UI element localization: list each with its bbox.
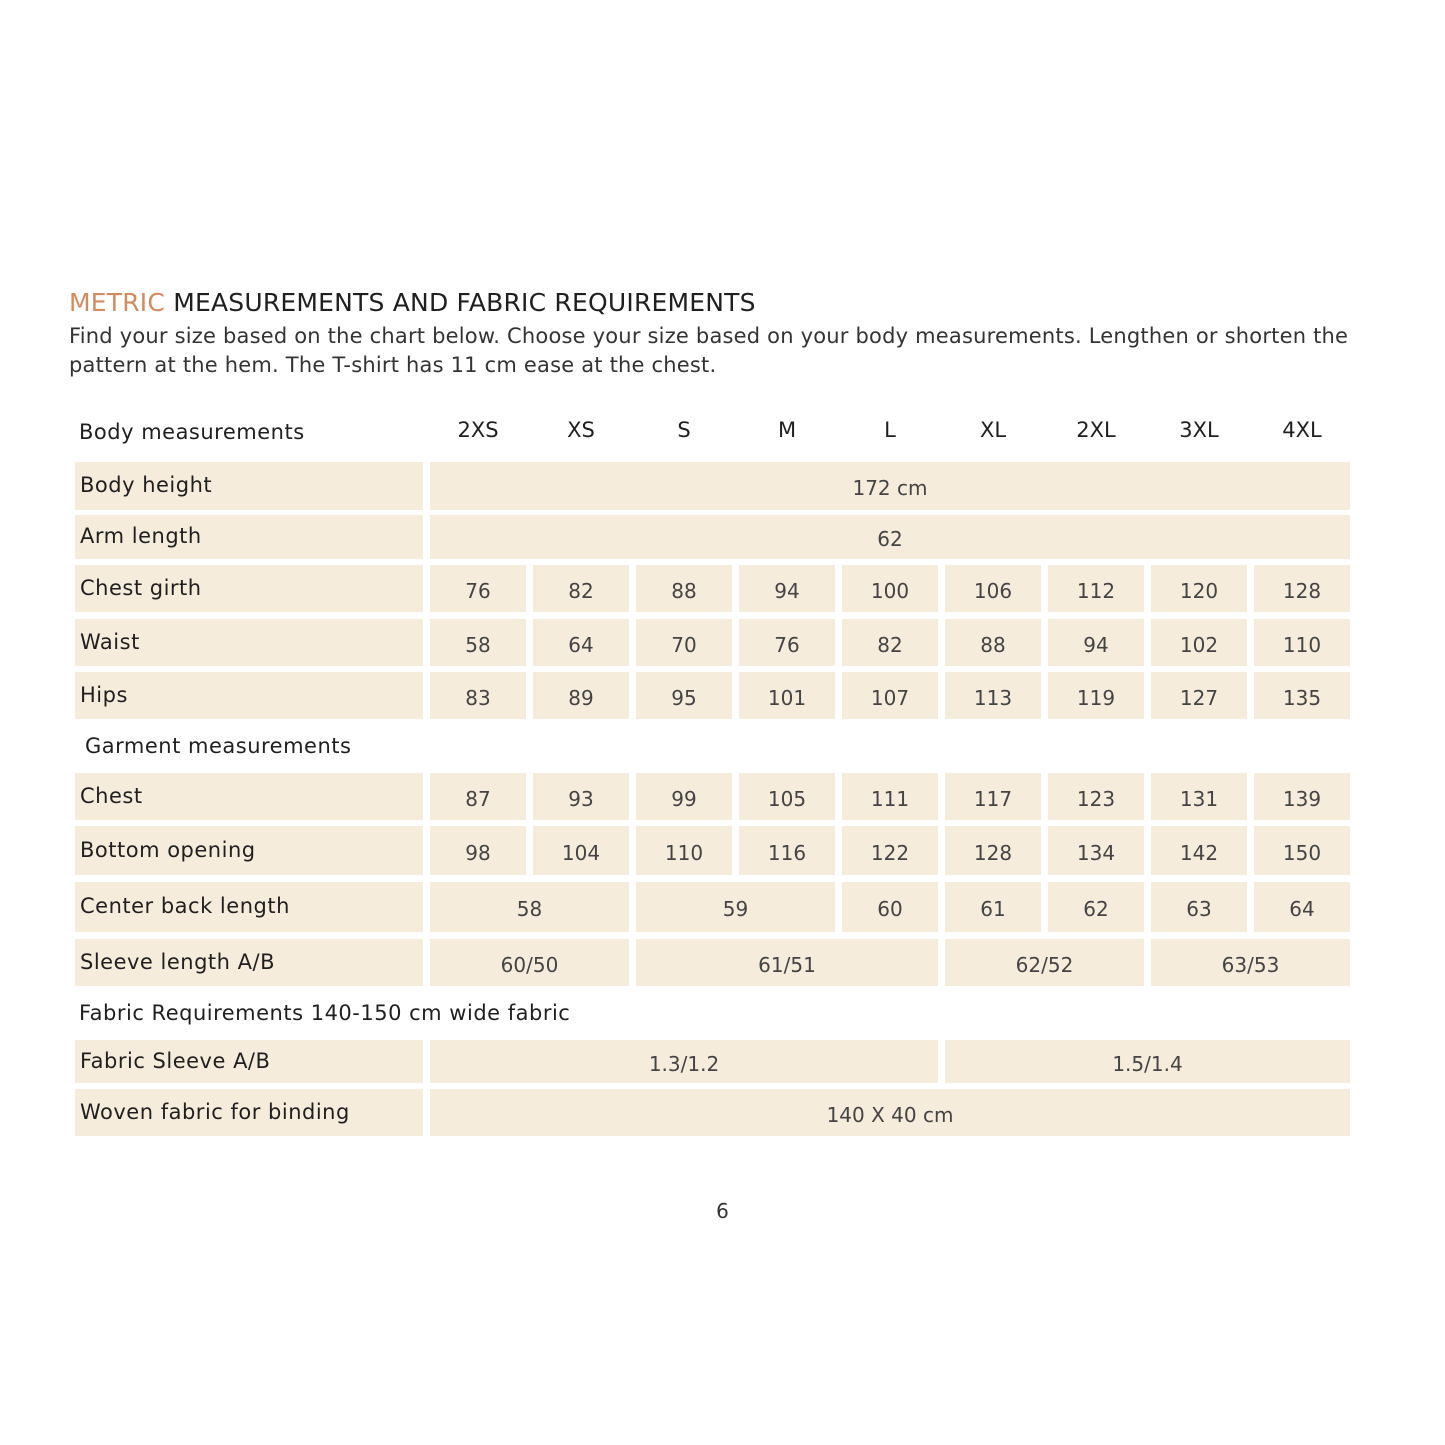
cell-bottom-opening: 104 (533, 826, 629, 875)
cell-sleeve-length: 61/51 (636, 939, 938, 986)
cell-sleeve-length: 63/53 (1151, 939, 1350, 986)
cell-center-back-length: 62 (1048, 882, 1144, 932)
cell-waist: 110 (1254, 619, 1350, 666)
size-header: M (777, 418, 797, 442)
cell-center-back-length: 58 (430, 882, 629, 932)
cell-chest-girth: 100 (842, 565, 938, 612)
intro-text: Find your size based on the chart below. Choose your size based on your body measurements. Lengthen or shorten the pattern at the hem. The T-shirt has 11 cm ease at the chest. (69, 324, 1349, 377)
cell-chest: 87 (430, 773, 526, 820)
size-header: L (884, 418, 896, 442)
cell-fabric-sleeve: 1.3/1.2 (430, 1040, 938, 1083)
cell-fabric-sleeve: 1.5/1.4 (945, 1040, 1350, 1083)
row-label-chest-girth: Chest girth (75, 565, 423, 612)
cell-sleeve-length: 62/52 (945, 939, 1144, 986)
cell-woven-fabric-binding: 140 X 40 cm (430, 1089, 1350, 1136)
row-label-sleeve-length: Sleeve length A/B (75, 939, 423, 986)
size-header: 2XS (457, 418, 499, 442)
cell-chest-girth: 120 (1151, 565, 1247, 612)
cell-waist: 102 (1151, 619, 1247, 666)
cell-waist: 58 (430, 619, 526, 666)
title-rest: MEASUREMENTS AND FABRIC REQUIREMENTS (165, 288, 756, 317)
cell-chest-girth: 128 (1254, 565, 1350, 612)
cell-center-back-length: 59 (636, 882, 835, 932)
cell-center-back-length: 60 (842, 882, 938, 932)
cell-chest-girth: 112 (1048, 565, 1144, 612)
cell-chest: 131 (1151, 773, 1247, 820)
size-header: XL (979, 418, 1007, 442)
cell-chest: 139 (1254, 773, 1350, 820)
cell-bottom-opening: 116 (739, 826, 835, 875)
cell-bottom-opening: 110 (636, 826, 732, 875)
cell-chest-girth: 88 (636, 565, 732, 612)
cell-hips: 107 (842, 672, 938, 719)
title-accent: METRIC (69, 288, 166, 317)
cell-hips: 119 (1048, 672, 1144, 719)
cell-chest: 123 (1048, 773, 1144, 820)
cell-chest-girth: 82 (533, 565, 629, 612)
cell-waist: 88 (945, 619, 1041, 666)
cell-hips: 83 (430, 672, 526, 719)
cell-bottom-opening: 142 (1151, 826, 1247, 875)
row-label-chest: Chest (75, 773, 423, 820)
cell-chest-girth: 94 (739, 565, 835, 612)
cell-hips: 113 (945, 672, 1041, 719)
size-header: XS (567, 418, 595, 442)
size-header: 2XL (1076, 418, 1116, 442)
row-label-hips: Hips (75, 672, 423, 719)
cell-bottom-opening: 134 (1048, 826, 1144, 875)
cell-sleeve-length: 60/50 (430, 939, 629, 986)
row-label-waist: Waist (75, 619, 423, 666)
page-number: 6 (716, 1199, 729, 1223)
cell-center-back-length: 63 (1151, 882, 1247, 932)
cell-center-back-length: 64 (1254, 882, 1350, 932)
cell-hips: 127 (1151, 672, 1247, 719)
cell-chest-girth: 106 (945, 565, 1041, 612)
cell-chest: 93 (533, 773, 629, 820)
row-label-fabric-sleeve: Fabric Sleeve A/B (75, 1040, 423, 1083)
fabric-requirements-header: Fabric Requirements 140-150 cm wide fabric (79, 1001, 571, 1025)
cell-arm-length: 62 (430, 515, 1350, 559)
row-label-center-back-length: Center back length (75, 882, 423, 932)
row-label-woven-fabric-binding: Woven fabric for binding (75, 1089, 423, 1136)
cell-waist: 64 (533, 619, 629, 666)
cell-hips: 101 (739, 672, 835, 719)
cell-bottom-opening: 128 (945, 826, 1041, 875)
cell-hips: 89 (533, 672, 629, 719)
cell-bottom-opening: 122 (842, 826, 938, 875)
size-header: 3XL (1179, 418, 1219, 442)
row-label-bottom-opening: Bottom opening (75, 826, 423, 875)
body-measurements-header: Body measurements (79, 420, 305, 444)
cell-chest: 111 (842, 773, 938, 820)
cell-bottom-opening: 150 (1254, 826, 1350, 875)
cell-center-back-length: 61 (945, 882, 1041, 932)
cell-hips: 95 (636, 672, 732, 719)
cell-chest: 117 (945, 773, 1041, 820)
row-label-body-height: Body height (75, 462, 423, 510)
cell-waist: 94 (1048, 619, 1144, 666)
cell-waist: 82 (842, 619, 938, 666)
garment-measurements-header: Garment measurements (85, 734, 352, 758)
cell-chest: 99 (636, 773, 732, 820)
page-title (69, 288, 756, 317)
cell-body-height: 172 cm (430, 462, 1350, 510)
cell-chest-girth: 76 (430, 565, 526, 612)
size-header: S (677, 418, 691, 442)
cell-hips: 135 (1254, 672, 1350, 719)
cell-chest: 105 (739, 773, 835, 820)
size-header: 4XL (1282, 418, 1322, 442)
cell-waist: 70 (636, 619, 732, 666)
row-label-arm-length: Arm length (75, 515, 423, 559)
cell-waist: 76 (739, 619, 835, 666)
cell-bottom-opening: 98 (430, 826, 526, 875)
